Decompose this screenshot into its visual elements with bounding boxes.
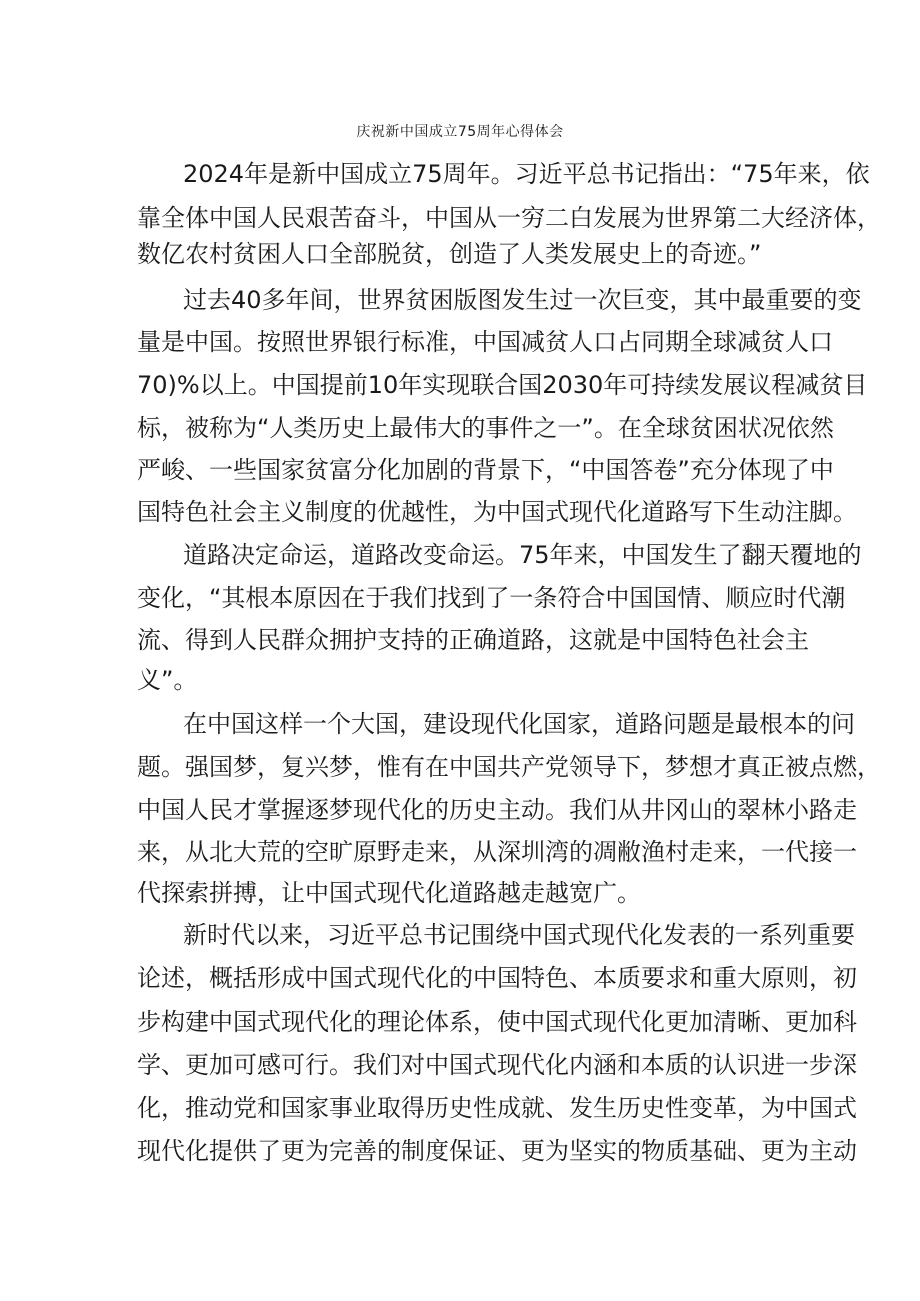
- paragraph-3-line-3: 流、得到人民群众拥护支持的正确道路，这就是中国特色社会主: [137, 626, 809, 654]
- paragraph-5-line-1: 新时代以来，习近平总书记围绕中国式现代化发表的一系列重要: [183, 921, 855, 949]
- paragraph-4-line-4: 来，从北大荒的空旷原野走来，从深圳湾的凋敝渔村走来，一代接一: [137, 838, 857, 866]
- page-title: 庆祝新中国成立75周年心得体会: [356, 124, 564, 140]
- paragraph-1-line-1: 2024年是新中国成立75周年。习近平总书记指出：“75年来，依: [183, 160, 870, 188]
- paragraph-3-line-4: 义”。: [137, 666, 198, 694]
- paragraph-3-line-2: 变化，“其根本原因在于我们找到了一条符合中国国情、顺应时代潮: [137, 584, 846, 612]
- paragraph-2-line-4: 标，被称为“人类历史上最伟大的事件之一”。在全球贫困状况依然: [137, 414, 834, 442]
- paragraph-2-line-5: 严峻、一些国家贫富分化加剧的背景下，“中国答卷”充分体现了中: [137, 456, 834, 484]
- paragraph-5-line-6: 现代化提供了更为完善的制度保证、更为坚实的物质基础、更为主动: [137, 1137, 857, 1165]
- paragraph-5-line-5: 化，推动党和国家事业取得历史性成就、发生历史性变革，为中国式: [137, 1094, 857, 1122]
- paragraph-1-line-2: 靠全体中国人民艰苦奋斗，中国从一穷二白发展为世界第二大经济体，: [137, 204, 881, 232]
- paragraph-2-line-2: 量是中国。按照世界银行标准，中国减贫人口占同期全球减贫人口: [137, 328, 833, 356]
- paragraph-5-line-3: 步构建中国式现代化的理论体系，使中国式现代化更加清晰、更加科: [137, 1008, 857, 1036]
- paragraph-2-line-3: 70)%以上。中国提前10年实现联合国2030年可持续发展议程减贫目: [137, 371, 868, 399]
- paragraph-4-line-5: 代探索拼搏，让中国式现代化道路越走越宽广。: [137, 879, 641, 907]
- paragraph-3-line-1: 道路决定命运，道路改变命运。75年来，中国发生了翻天覆地的: [183, 541, 862, 569]
- paragraph-5-line-4: 学、更加可感可行。我们对中国式现代化内涵和本质的认识进一步深: [137, 1051, 857, 1079]
- paragraph-2-line-1: 过去40多年间，世界贫困版图发生过一次巨变，其中最重要的变: [183, 286, 862, 314]
- paragraph-4-line-3: 中国人民才掌握逐梦现代化的历史主动。我们从井冈山的翠林小路走: [137, 796, 857, 824]
- paragraph-1-line-3: 数亿农村贫困人口全部脱贫，创造了人类发展史上的奇迹。”: [137, 240, 762, 268]
- paragraph-2-line-6: 国特色社会主义制度的优越性，为中国式现代化道路写下生动注脚。: [137, 498, 857, 526]
- paragraph-5-line-2: 论述，概括形成中国式现代化的中国特色、本质要求和重大原则，初: [137, 964, 857, 992]
- paragraph-4-line-2: 题。强国梦，复兴梦，惟有在中国共产党领导下，梦想才真正被点燃，: [137, 753, 881, 781]
- paragraph-4-line-1: 在中国这样一个大国，建设现代化国家，道路问题是最根本的问: [183, 710, 855, 738]
